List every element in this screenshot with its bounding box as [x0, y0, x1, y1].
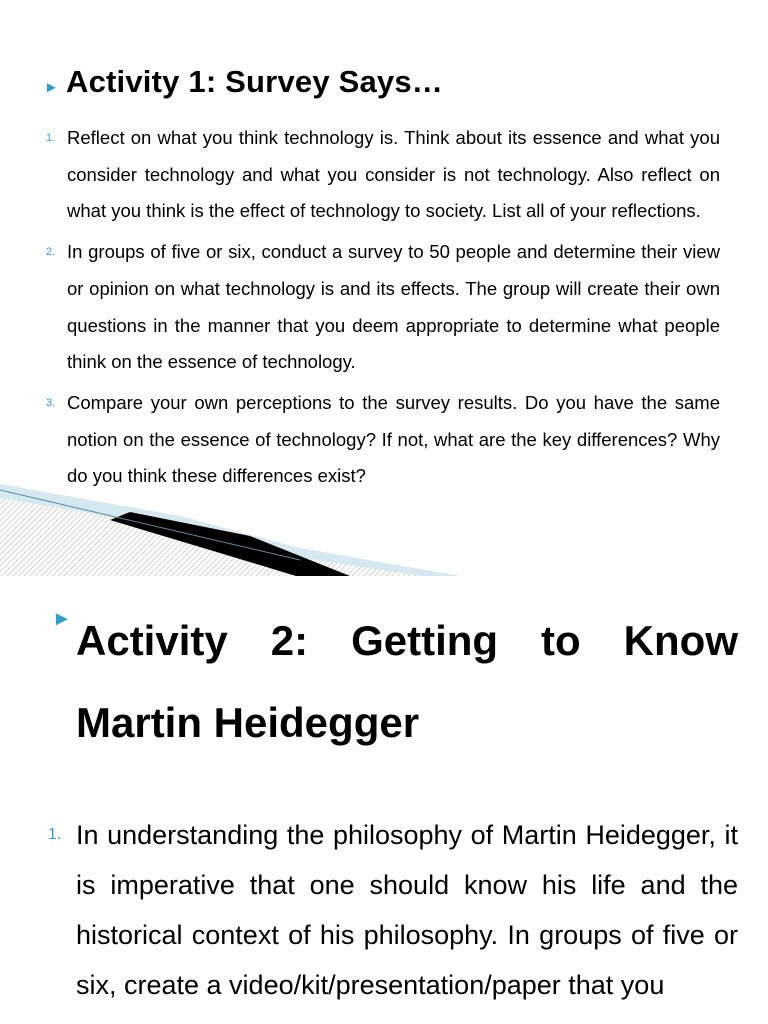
item-text: In groups of five or six, conduct a survey to 50 people and determine their view or opinion on what technology is and its effects. The group will create their own questions in the manner that you deem appropriate to determine what people think on the essence of technology.	[67, 241, 720, 373]
slide-activity-2	[0, 600, 768, 1024]
list-item	[46, 385, 720, 495]
activity-1-list	[46, 120, 720, 499]
arrow-bullet-icon: ►	[44, 79, 59, 96]
item-number: 3.	[46, 396, 56, 409]
list-item	[46, 120, 720, 230]
item-text: Compare your own perceptions to the survey results. Do you have the same notion on the essence of technology? If not, what are the key differences? Why do you think these differences exist?	[67, 391, 720, 487]
slide-title: Activity 2: Getting to Know Martin Heidegger	[76, 617, 738, 746]
list-item	[46, 234, 720, 381]
title-row	[44, 64, 443, 100]
arrow-bullet-icon: ►	[52, 608, 72, 630]
activity-2-list	[48, 810, 738, 1010]
list-item	[48, 810, 738, 1010]
item-number: 1.	[48, 826, 62, 843]
item-text: Reflect on what you think technology is. Think about its essence and what you consider technology and what you consider is not technology. Also reflect on what you think is the effect of technology to society. List all of your reflections.	[67, 127, 720, 222]
title-row	[52, 600, 738, 764]
item-number: 1.	[46, 132, 56, 144]
item-text: In understanding the philosophy of Martin Heidegger, it is imperative that one should know his life and the historical context of his philosophy. In groups of five or six, create a video/kit/presentation/paper that you	[76, 820, 738, 1000]
item-number: 2.	[46, 246, 56, 259]
slide-title: Activity 1: Survey Says…	[66, 64, 443, 99]
